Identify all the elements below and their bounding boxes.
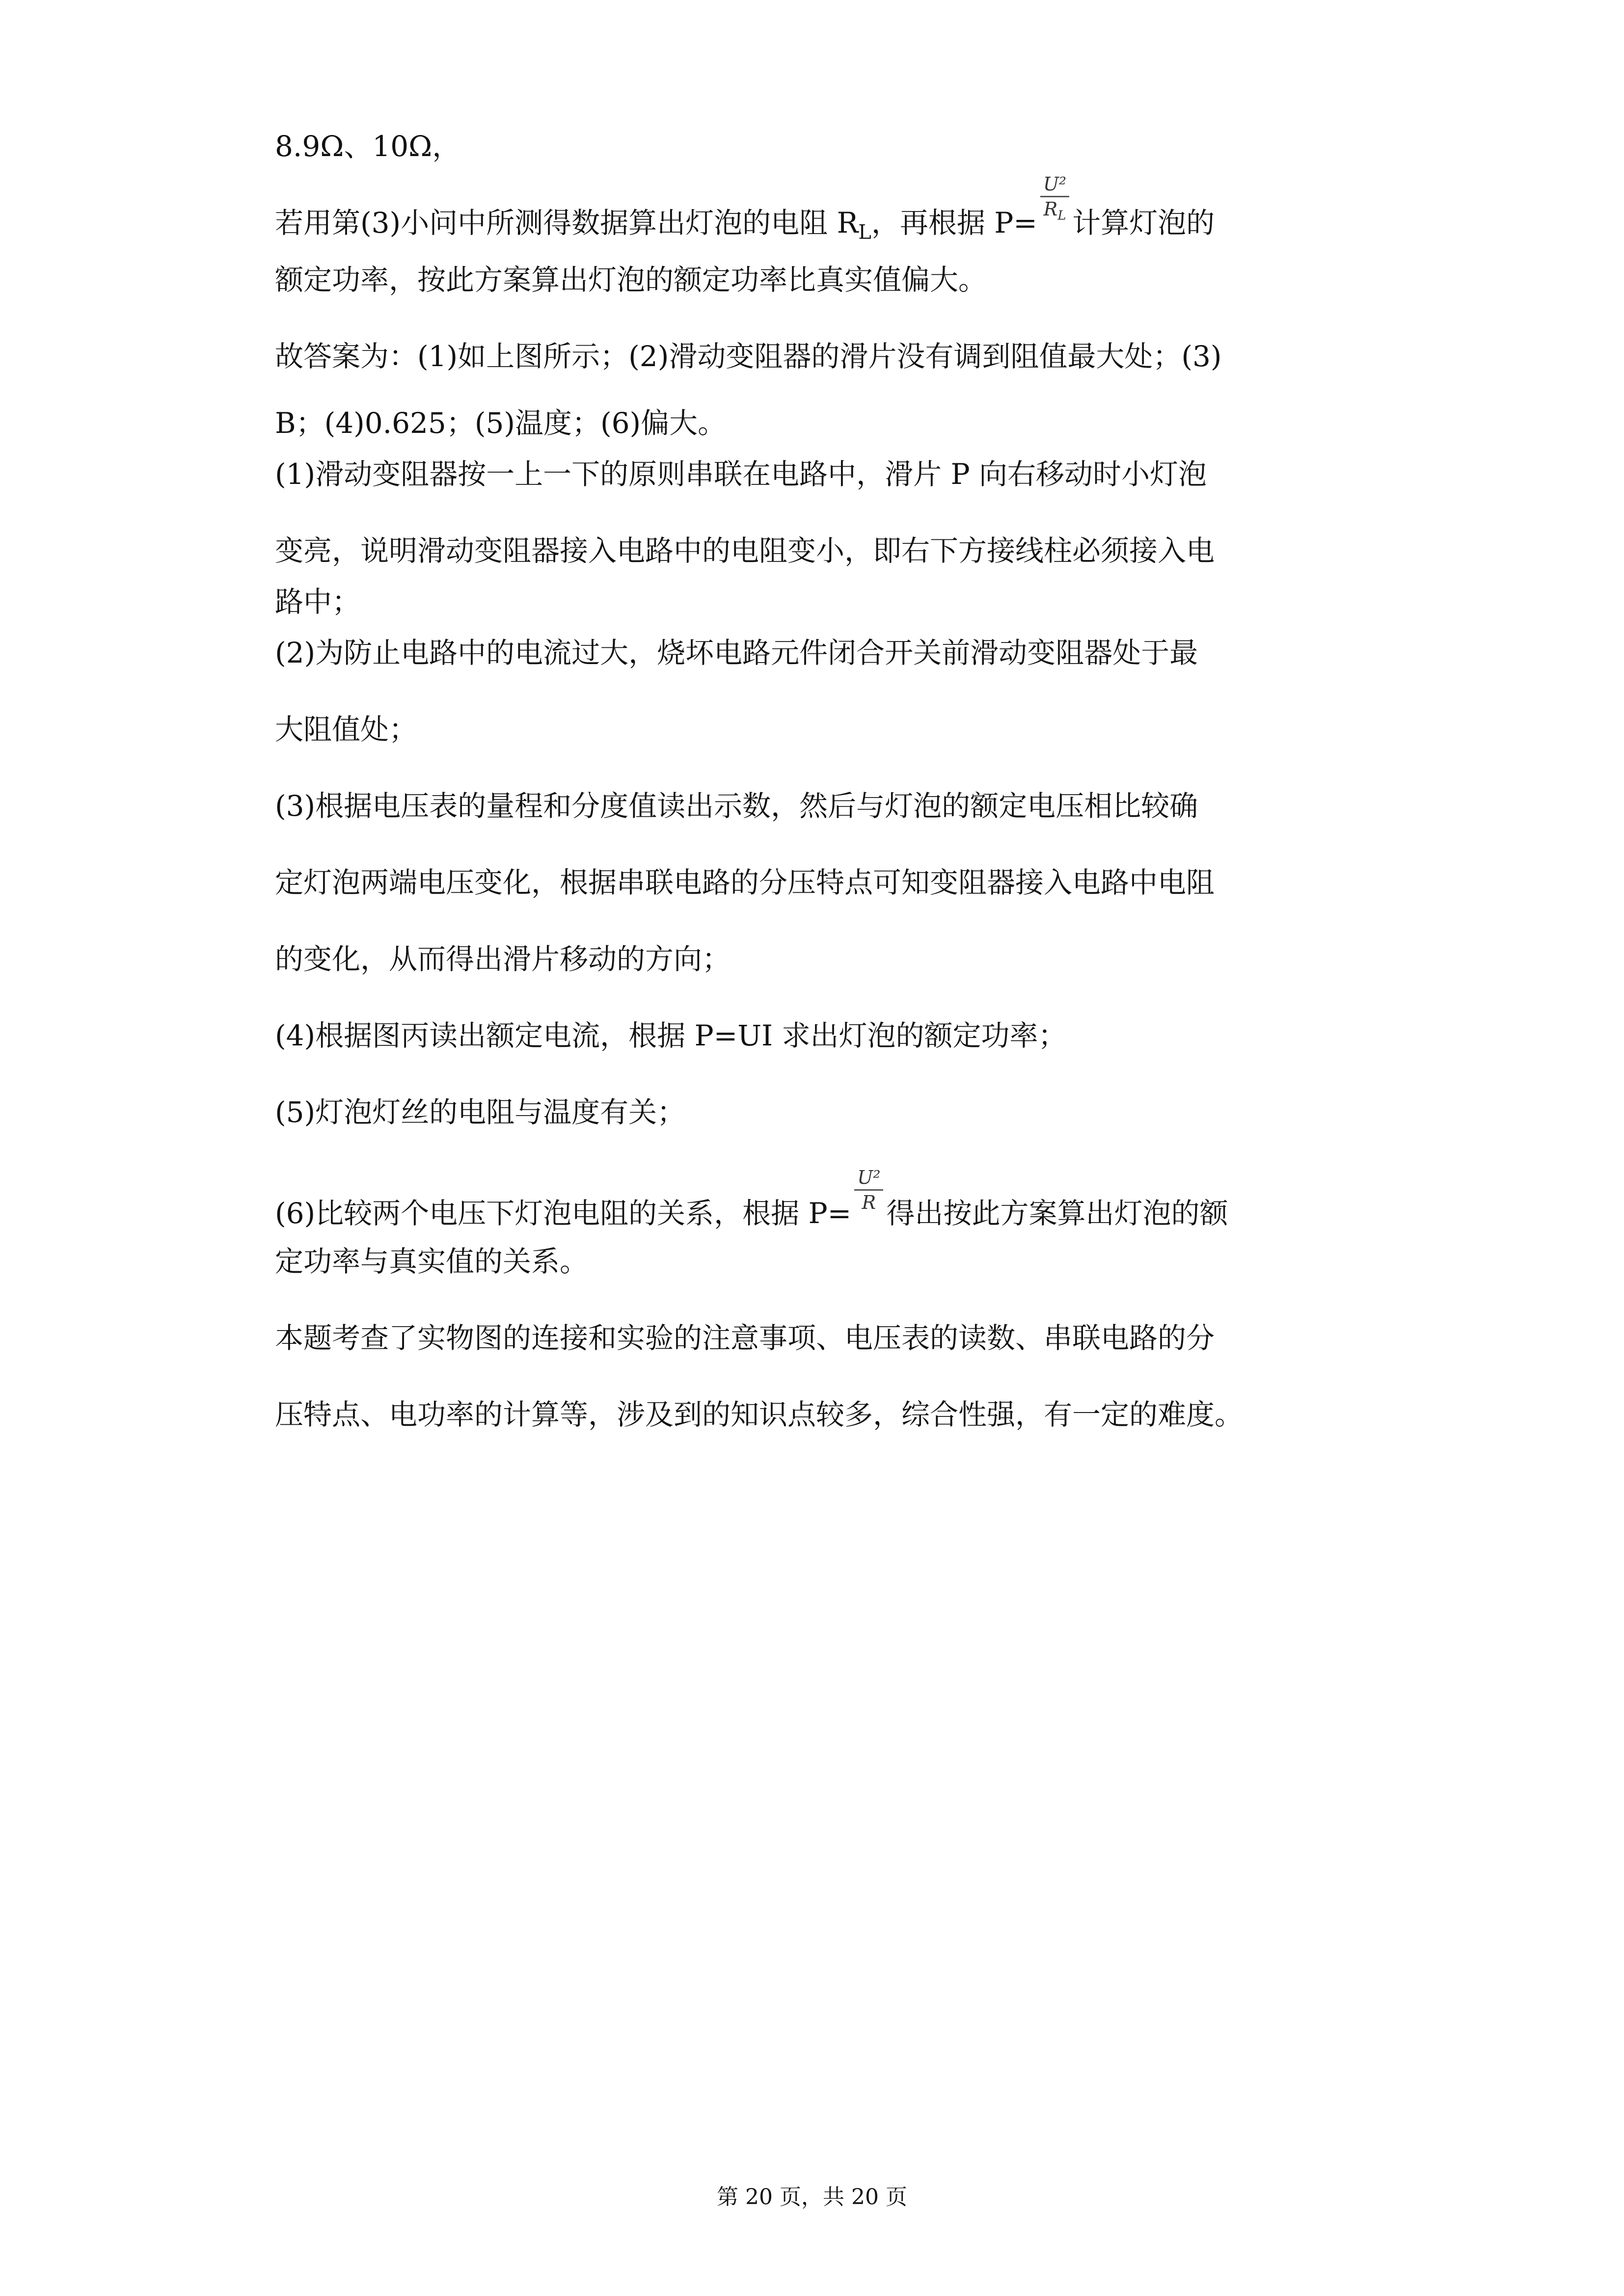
- analysis-3-line-2: 定灯泡两端电压变化，根据串联电路的分压特点可知变阻器接入电路中电阻: [275, 865, 1215, 899]
- comment-line-2: 压特点、电功率的计算等，涉及到的知识点较多，综合性强，有一定的难度。: [275, 1398, 1244, 1432]
- analysis-6-line-2: 定功率与真实值的关系。: [275, 1245, 589, 1279]
- analysis-6-text-b: 得出按此方案算出灯泡的额: [886, 1196, 1228, 1230]
- formula-numerator: U²: [857, 1167, 881, 1189]
- analysis-4: (4)根据图丙读出额定电流，根据 P=UI 求出灯泡的额定功率；: [275, 1018, 1067, 1052]
- answer-line-2: B；(4)0.625；(5)温度；(6)偏大。: [275, 406, 727, 440]
- analysis-2-line-1: (2)为防止电路中的电流过大，烧坏电路元件闭合开关前滑动变阻器处于最: [275, 636, 1198, 669]
- power-formula-r: [854, 1168, 883, 1212]
- comment-line-1: 本题考查了实物图的连接和实验的注意事项、电压表的读数、串联电路的分: [275, 1321, 1215, 1355]
- page-footer: 第 20 页，共 20 页: [717, 2185, 907, 2210]
- line-2-text-a: 若用第(3)小问中所测得数据算出灯泡的电阻 R: [275, 206, 859, 240]
- analysis-3-line-1: (3)根据电压表的量程和分度值读出示数，然后与灯泡的额定电压相比较确: [275, 789, 1198, 823]
- formula-denominator: $R_L$: [1040, 196, 1069, 226]
- analysis-1-line-1: (1)滑动变阻器按一上一下的原则串联在电路中，滑片 P 向右移动时小灯泡: [275, 457, 1207, 491]
- formula-denominator: R: [854, 1189, 883, 1212]
- analysis-2-line-2: 大阻值处；: [275, 712, 418, 746]
- line-2-text-b: ，再根据 P=: [871, 206, 1037, 240]
- line-1: 8.9Ω、10Ω，: [275, 130, 461, 163]
- line-2-text-c: 计算灯泡的: [1072, 206, 1215, 240]
- analysis-1-line-3: 路中；: [275, 585, 361, 618]
- line-2: [275, 173, 1375, 256]
- analysis-6-line-1: [275, 1167, 1375, 1238]
- answer-line-1: 故答案为：(1)如上图所示；(2)滑动变阻器的滑片没有调到阻值最大处；(3): [275, 339, 1222, 373]
- analysis-5: (5)灯泡灯丝的电阻与温度有关；: [275, 1095, 686, 1129]
- formula-numerator: U²: [1043, 173, 1067, 195]
- analysis-3-line-3: 的变化，从而得出滑片移动的方向；: [275, 942, 731, 976]
- analysis-1-line-2: 变亮，说明滑动变阻器接入电路中的电阻变小，即右下方接线柱必须接入电: [275, 534, 1215, 567]
- solution-text: [275, 123, 1375, 1438]
- analysis-6-text-a: (6)比较两个电压下灯泡电阻的关系，根据 P=: [275, 1196, 852, 1230]
- power-formula-rl: [1040, 174, 1069, 226]
- line-3: 额定功率，按此方案算出灯泡的额定功率比真实值偏大。: [275, 263, 987, 296]
- line-2-subscript: L: [858, 221, 871, 244]
